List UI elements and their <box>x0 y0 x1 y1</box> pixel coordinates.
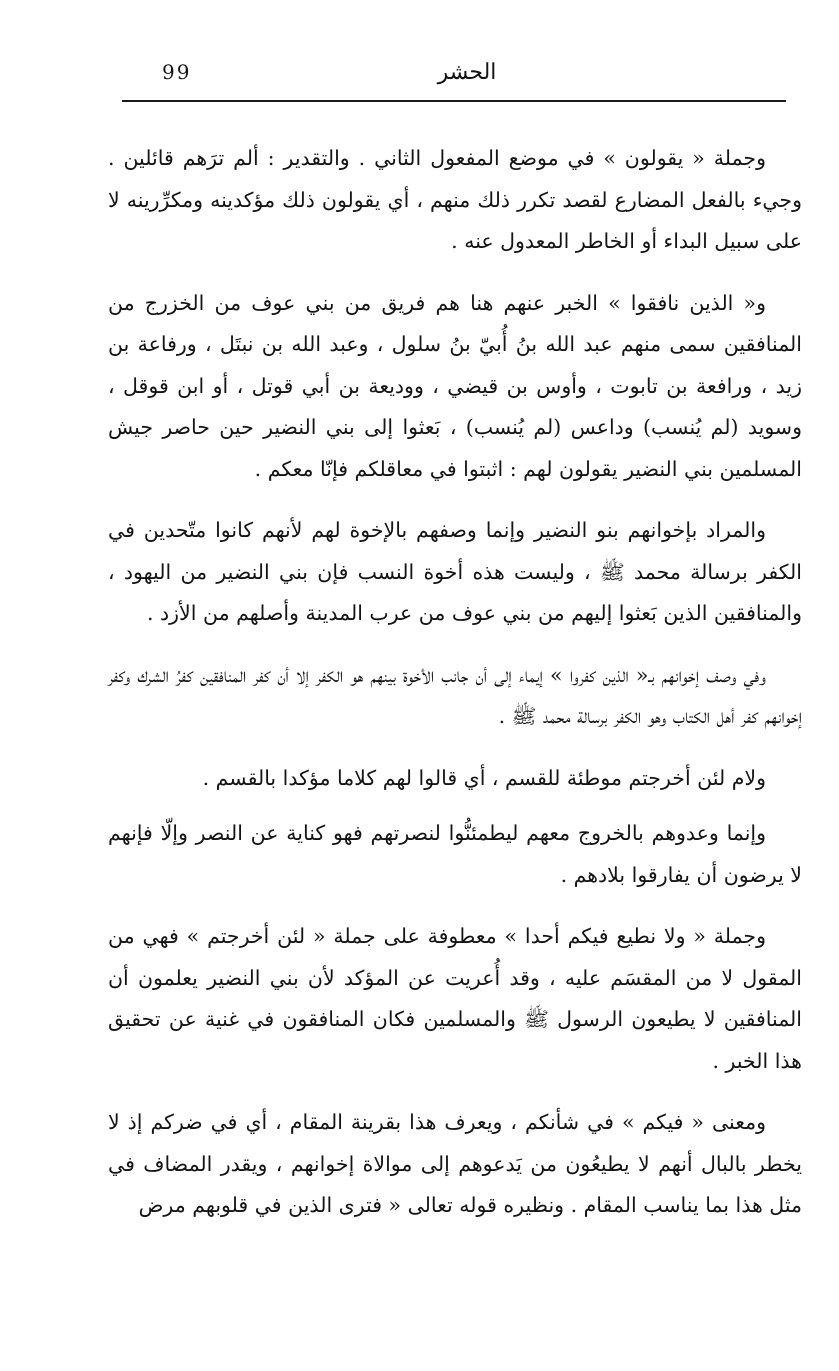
paragraph-7: وجملة « ولا نطيع فيكم أحدا » معطوفة على جملة « لئن أخرجتم » فهي من المقول لا من المقسَم عليه ، وقد أُعريت عن المؤكد لأن بني النضير يعلمون أن المنافقين لا يطيعون الرسول ﷺ والمسلمين فكان المنافقون في غنية عن تحقيق هذا الخبر . <box>108 924 802 1073</box>
page-header <box>122 48 786 102</box>
paragraph-1: وجملة « يقولون » في موضع المفعول الثاني . والتقدير : ألم ترَهم قائلين . وجيء بالفعل المضارع لقصد تكرر ذلك منهم ، أي يقولون ذلك مؤكدينه ومكرِّرينه لا على سبيل البداء أو الخاطر المعدول عنه . <box>108 146 802 253</box>
page-number: 99 <box>162 60 192 84</box>
paragraph-2: و« الذين نافقوا » الخبر عنهم هنا هم فريق من بني عوف من الخزرج من المنافقين سمى منهم عبد الله بنُ أُبيّ بنُ سلول ، وعبد الله بن نبتَل ، ورفاعة بن زيد ، ورافعة بن تابوت ، وأوس بن قيضي ، ووديعة بن أبي قوتل ، أو ابن قوقل ، وسويد (لم يُنسب) وداعس (لم يُنسب) ، بَعثوا إلى بني النضير حين حاصر جيش المسلمين بني النضير يقولون لهم : اثبتوا في معاقلكم فإنّا معكم . <box>108 290 802 481</box>
running-title: الحشر <box>437 60 497 85</box>
paragraph-6: وإنما وعدوهم بالخروج معهم ليطمئنُّوا لنصرتهم فهو كناية عن النصر وإلّا فإنهم لا يرضون أن يفارقوا بلادهم . <box>108 821 802 887</box>
paragraph-3: والمراد بإخوانهم بنو النضير وإنما وصفهم بالإخوة لهم لأنهم كانوا متّحدين في الكفر برسالة محمد ﷺ ، وليست هذه أخوة النسب فإن بني النضير من اليهود ، والمنافقين الذين بَعثوا إليهم من بني عوف من عرب المدينة وأصلهم من الأزد . <box>108 518 802 625</box>
page-body <box>108 138 802 1247</box>
paragraph-4: وفي وصف إخوانهم بـ« الذين كفروا » إيماء إلى أن جانب الأخوة بينهم هو الكفر إلا أن كفر المنافقين كفرُ الشرك وكفر إخوانهم كفر أهل الكتاب وهو الكفر برسالة محمد ﷺ . <box>108 662 802 728</box>
paragraph-8: ومعنى « فيكم » في شأنكم ، ويعرف هذا بقرينة المقام ، أي في ضركم إذ لا يخطر بالبال أنهم لا يطيعُون من يَدعوهم إلى موالاة إخوانهم ، ويقدر المضاف في مثل هذا بما يناسب المقام . ونظيره قوله تعالى « فترى الذين في قلوبهم مرض <box>108 1110 802 1217</box>
paragraph-5: ولام لئن أخرجتم موطئة للقسم ، أي قالوا لهم كلاما مؤكدا بالقسم . <box>202 765 766 790</box>
